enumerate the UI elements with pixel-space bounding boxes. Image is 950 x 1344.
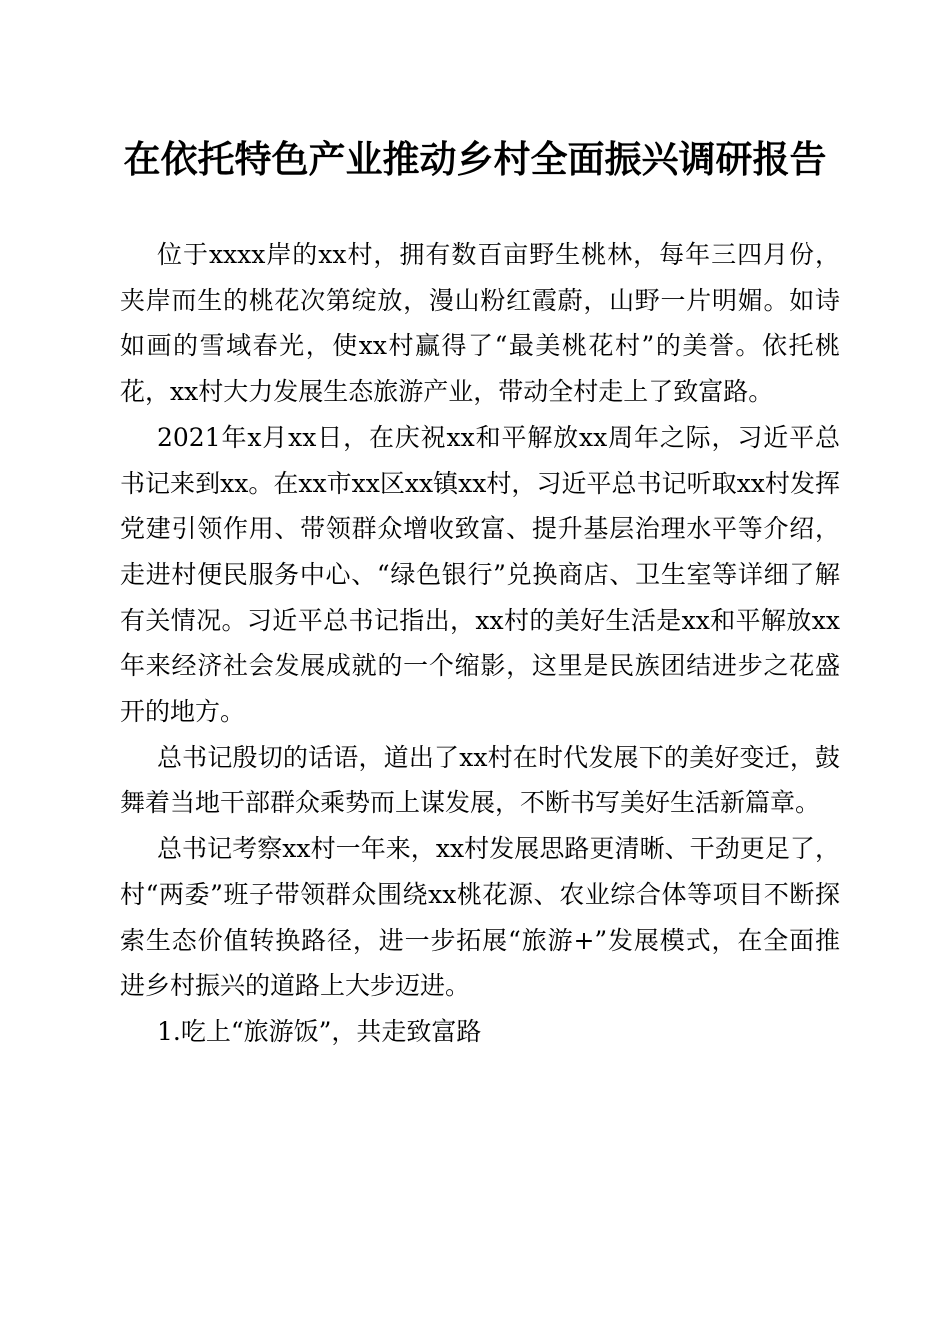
paragraph-4: 总书记考察xx村一年来，xx村发展思路更清晰、干劲更足了，村“两委”班子带领群众围绕xx桃花源、农业综合体等项目不断探索生态价值转换路径，进一步拓展“旅游+”发展模式，在全面推进乡村振兴的道路上大步迈进。 xyxy=(120,834,840,1001)
document-title: 在依托特色产业推动乡村全面振兴调研报告 xyxy=(123,137,827,181)
paragraph-1: 位于xxxx岸的xx村，拥有数百亩野生桃林，每年三四月份，夹岸而生的桃花次第绽放，漫山粉红霞蔚，山野一片明媚。如诗如画的雪域春光，使xx村赢得了“最美桃花村”的美誉。依托桃花，xx村大力发展生态旅游产业，带动全村走上了致富路。 xyxy=(120,240,840,407)
paragraph-2: 2021年x月xx日，在庆祝xx和平解放xx周年之际，习近平总书记来到xx。在xx市xx区xx镇xx村，习近平总书记听取xx村发挥党建引领作用、带领群众增收致富、提升基层治理水平等介绍，走进村便民服务中心、“绿色银行”兑换商店、卫生室等详细了解有关情况。习近平总书记指出，xx村的美好生活是xx和平解放xx年来经济社会发展成就的一个缩影，这里是民族团结进步之花盛开的地方。 xyxy=(120,422,840,727)
section-heading: 1.吃上“旅游饭”，共走致富路 xyxy=(157,1016,482,1046)
paragraph-3: 总书记殷切的话语，道出了xx村在时代发展下的美好变迁，鼓舞着当地干部群众乘势而上谋发展，不断书写美好生活新篇章。 xyxy=(120,742,840,818)
document-body xyxy=(120,232,840,1055)
